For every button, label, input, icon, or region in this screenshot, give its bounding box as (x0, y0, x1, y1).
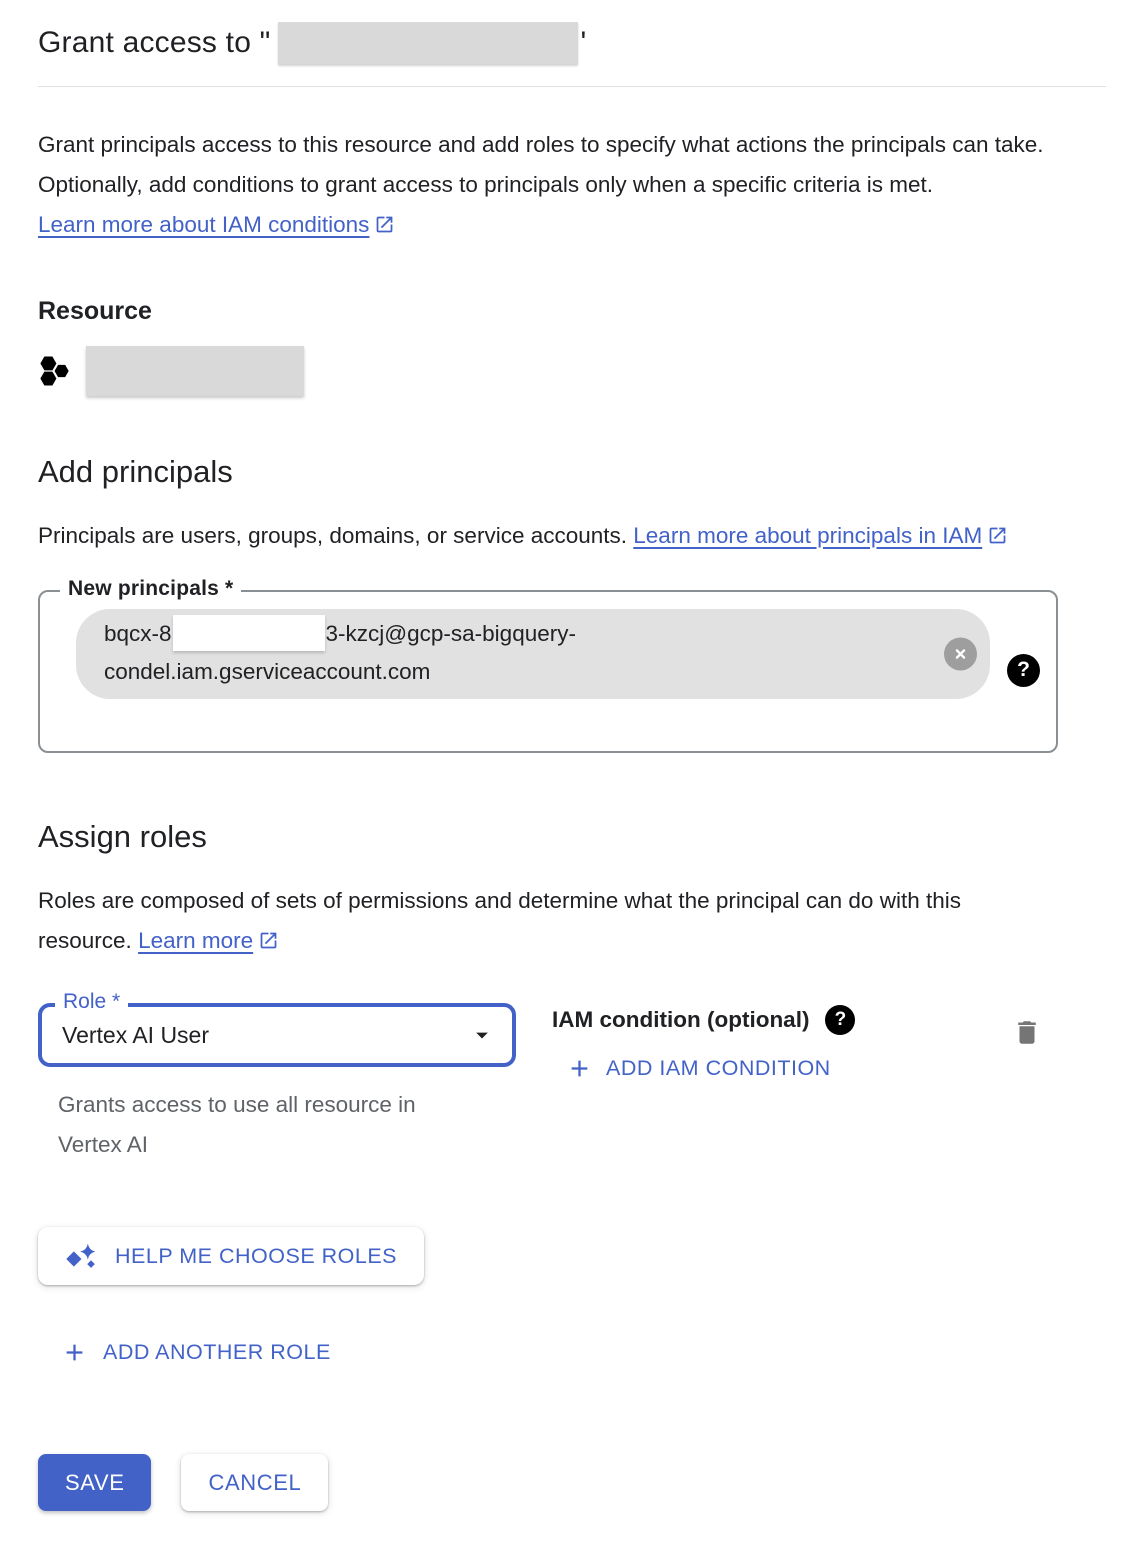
close-icon (952, 646, 969, 663)
add-iam-condition-button[interactable]: ADD IAM CONDITION (566, 1055, 831, 1082)
iam-condition-column (552, 1003, 855, 1165)
learn-more-principals-link[interactable]: Learn more about principals in IAM (633, 523, 1008, 548)
principal-email-line2: condel.iam.gserviceaccount.com (104, 659, 431, 684)
add-principals-text: Principals are users, groups, domains, or service accounts. Learn more about principals in IAM (38, 516, 1053, 556)
help-me-choose-roles-button[interactable]: HELP ME CHOOSE ROLES (38, 1227, 424, 1285)
iam-condition-header (552, 1005, 855, 1035)
external-link-icon (374, 214, 395, 235)
chevron-down-icon (468, 1021, 496, 1049)
page-title-close-quote: ' (580, 26, 587, 59)
plus-icon (566, 1055, 593, 1082)
add-principals-heading: Add principals (38, 454, 233, 489)
delete-role-button[interactable] (1012, 1011, 1042, 1053)
assign-roles-text: Roles are composed of sets of permissions and determine what the principal can do with this resource. Learn more (38, 888, 961, 953)
principal-chip (76, 609, 990, 699)
remove-principal-button[interactable] (944, 638, 977, 671)
iam-condition-help-icon[interactable]: ? (825, 1005, 855, 1035)
resource-section (38, 297, 1106, 396)
save-button[interactable]: SAVE (38, 1454, 151, 1511)
page-title-text: Grant access to " (38, 26, 271, 59)
page-title (38, 22, 1106, 64)
redacted-resource-value (86, 346, 304, 396)
redacted-resource-name (278, 22, 578, 64)
external-link-icon (258, 930, 279, 951)
bigquery-table-icon (38, 354, 72, 388)
resource-row (38, 346, 1106, 396)
principal-chip-row (76, 609, 1040, 699)
new-principals-label: New principals * (60, 577, 241, 601)
intro-text: Grant principals access to this resource and add roles to specify what actions the principals can take. Optionally, add conditions to grant access to principals only when a specific criteria is met. Learn more about IAM conditions (38, 132, 1044, 237)
assign-roles-heading: Assign roles (38, 819, 207, 854)
learn-more-iam-conditions-link[interactable]: Learn more about IAM conditions (38, 212, 395, 237)
role-column (38, 990, 516, 1165)
new-principals-field[interactable] (38, 577, 1058, 753)
trash-icon (1012, 1016, 1042, 1049)
dialog-header (0, 0, 1144, 87)
dialog-footer (38, 1454, 1106, 1511)
external-link-icon (987, 525, 1008, 546)
iam-condition-label: IAM condition (optional) (552, 1007, 810, 1032)
header-divider (38, 86, 1106, 87)
assign-roles-section (38, 819, 1106, 1366)
cancel-button[interactable]: CANCEL (181, 1454, 328, 1511)
add-principals-section (38, 454, 1106, 753)
role-row (38, 990, 1106, 1165)
principals-help-icon[interactable]: ? (1007, 654, 1040, 687)
resource-heading: Resource (38, 297, 152, 325)
role-select-value: Vertex AI User (62, 1021, 210, 1048)
principal-email-prefix: bqcx-8 (104, 621, 172, 646)
plus-icon (61, 1339, 88, 1366)
add-another-role-button[interactable]: ADD ANOTHER ROLE (61, 1339, 331, 1366)
redacted-email-segment (173, 615, 325, 651)
principal-email-suffix: 3-kzcj@gcp-sa-bigquery- (325, 621, 576, 646)
role-select[interactable] (38, 990, 516, 1067)
gemini-sparkle-icon (65, 1243, 98, 1270)
role-select-label: Role * (55, 990, 128, 1014)
learn-more-roles-link[interactable]: Learn more (138, 928, 279, 953)
role-helper-text: Grants access to use all resource in Vertex AI (58, 1092, 416, 1157)
dialog-body (0, 125, 1144, 1551)
